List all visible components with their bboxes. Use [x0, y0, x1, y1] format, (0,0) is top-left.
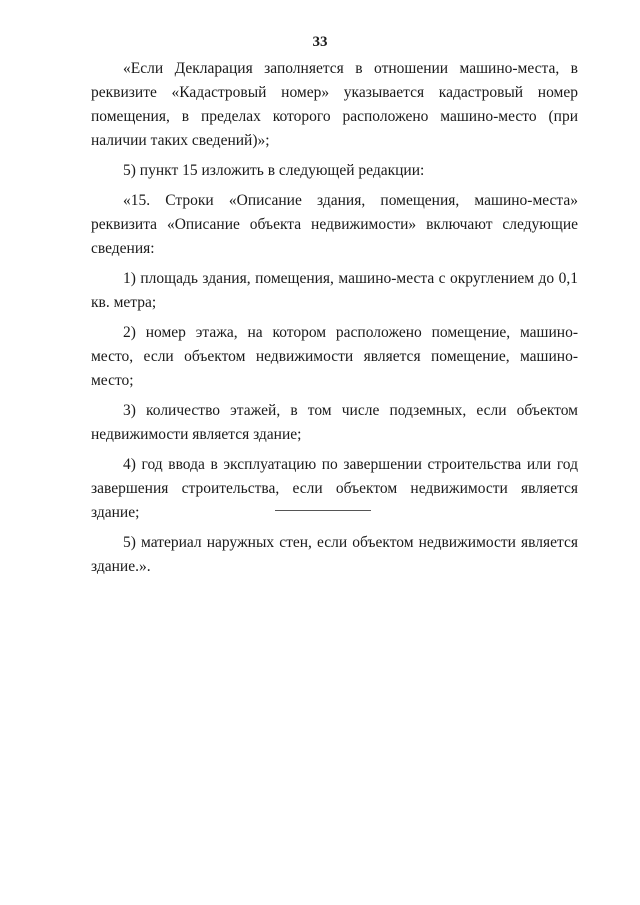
- paragraph-item-5-edit: 5) пункт 15 изложить в следующей редакции:: [123, 162, 425, 179]
- list-item-area: 1) площадь здания, помещения, машино-места с округлением до 0,1 кв. метра;: [91, 270, 578, 311]
- page-number: 33: [312, 34, 328, 50]
- paragraph-cadastral-number: «Если Декларация заполняется в отношении машино-места, в реквизите «Кадастровый номер» указывается кадастровый номер помещения, в пределах которого расположено машино-место (при наличии таких сведений)»;: [91, 60, 578, 149]
- list-item-floor-number: 2) номер этажа, на котором расположено помещение, машино-место, если объектом недвижимости является помещение, машино-место;: [91, 324, 578, 389]
- closing-divider: [275, 510, 371, 511]
- document-body: [91, 57, 578, 585]
- paragraph-item-15-intro: «15. Строки «Описание здания, помещения, машино-места» реквизита «Описание объекта недвижимости» включают следующие сведения:: [91, 192, 578, 257]
- list-item-wall-material: 5) материал наружных стен, если объектом недвижимости является здание.».: [91, 534, 578, 575]
- list-item-floor-count: 3) количество этажей, в том числе подземных, если объектом недвижимости является здание;: [91, 402, 578, 443]
- list-item-commissioning-year: 4) год ввода в эксплуатацию по завершении строительства или год завершения строительства, если объектом недвижимости является здание;: [91, 456, 578, 521]
